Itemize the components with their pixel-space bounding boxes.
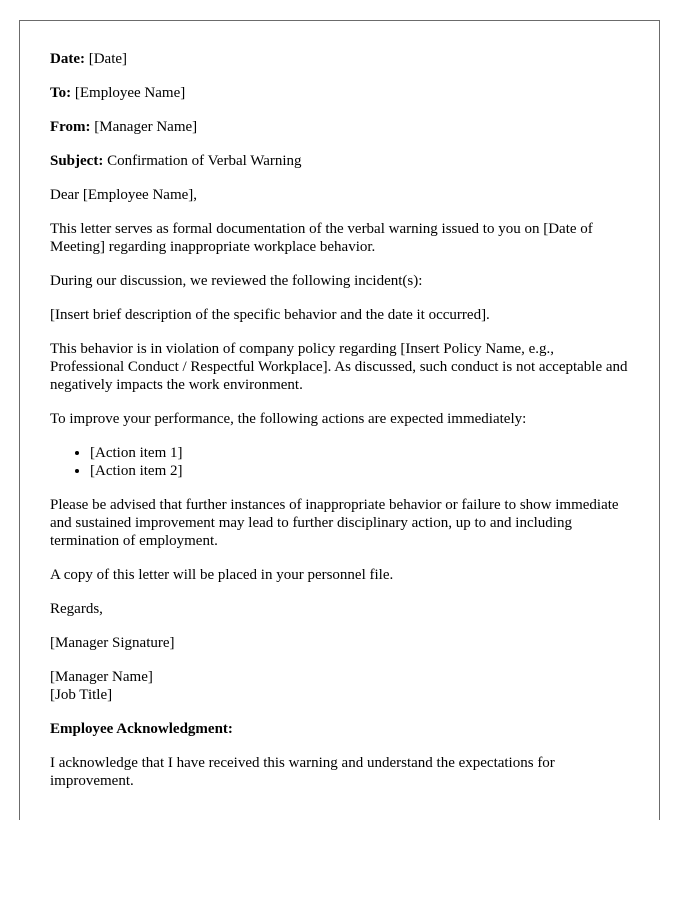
consequence-paragraph: Please be advised that further instances of inappropriate behavior or failure to show immediate and sustained improvement may lead to further disciplinary action, up to and including termination of employment.	[50, 497, 619, 549]
to-value: [Employee Name]	[74, 85, 186, 101]
discussion-paragraph: During our discussion, we reviewed the following incident(s):	[50, 273, 423, 289]
from-label: From:	[50, 119, 91, 135]
subject-value: Confirmation of Verbal Warning	[107, 153, 302, 169]
date-label: Date:	[50, 51, 85, 67]
to-line	[50, 84, 629, 102]
policy-paragraph: This behavior is in violation of company policy regarding [Insert Policy Name, e.g., Professional Conduct / Respectful Workplace]. As discussed, such conduct is not acceptable and negatively impacts the work environment.	[50, 341, 628, 393]
signature-placeholder: [Manager Signature]	[50, 635, 175, 651]
date-value: [Date]	[88, 51, 128, 67]
date-line	[50, 50, 629, 68]
closing: Regards,	[50, 601, 103, 617]
action-items-list	[50, 444, 629, 480]
from-value: [Manager Name]	[94, 119, 198, 135]
subject-label: Subject:	[50, 153, 104, 169]
signer-name: [Manager Name]	[50, 669, 153, 685]
salutation: Dear [Employee Name],	[50, 187, 198, 203]
to-label: To:	[50, 85, 72, 101]
from-line	[50, 118, 629, 136]
actions-intro-paragraph: To improve your performance, the following actions are expected immediately:	[50, 411, 527, 427]
intro-paragraph: This letter serves as formal documentation of the verbal warning issued to you on [Date of Meeting] regarding inappropriate workplace behavior.	[50, 221, 593, 255]
incident-paragraph: [Insert brief description of the specific behavior and the date it occurred].	[50, 307, 490, 323]
signer-block	[50, 668, 629, 704]
action-item: • [Action item 2]	[90, 462, 629, 480]
file-note-paragraph: A copy of this letter will be placed in your personnel file.	[50, 567, 394, 583]
action-item: • [Action item 1]	[90, 444, 629, 462]
acknowledgment-text: I acknowledge that I have received this warning and understand the expectations for improvement.	[50, 755, 555, 789]
signer-title: [Job Title]	[50, 687, 113, 703]
acknowledgment-heading: Employee Acknowledgment:	[50, 721, 233, 737]
subject-line	[50, 152, 629, 170]
letter-page	[19, 20, 660, 820]
